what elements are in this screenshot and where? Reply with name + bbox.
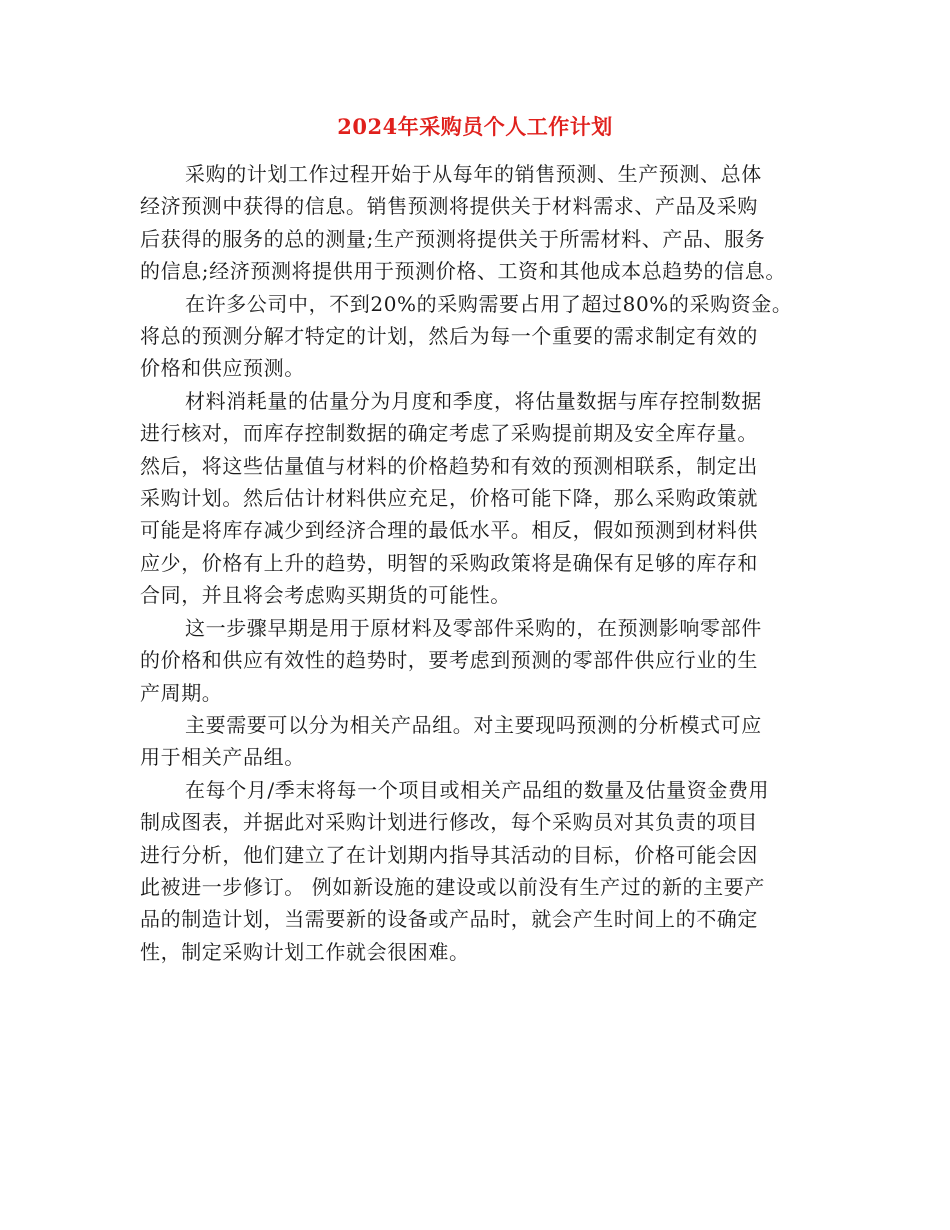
text-line: 进行核对，而库存控制数据的确定考虑了采购提前期及安全库存量。 (140, 421, 758, 446)
text-line: 采购的计划工作过程开始于从每年的销售预测、生产预测、总体 (185, 162, 762, 186)
text-line: 产周期。 (140, 680, 223, 705)
paragraph-1 (140, 158, 830, 288)
text-line: 进行分析，他们建立了在计划期内指导其活动的目标，价格可能会因 (140, 842, 758, 867)
text-line: 的信息;经济预测将提供用于预测价格、工资和其他成本总趋势的信息。 (140, 259, 786, 284)
text-line: 这一步骤早期是用于原材料及零部件采购的，在预测影响零部件 (185, 615, 762, 640)
text-line: 将总的预测分解才特定的计划，然后为每一个重要的需求制定有效的 (140, 324, 758, 349)
text-line: 性，制定采购计划工作就会很困难。 (140, 939, 470, 964)
text-line: 然后，将这些估量值与材料的价格趋势和有效的预测相联系，制定出 (140, 453, 758, 478)
text-line: 后获得的服务的总的测量;生产预测将提供关于所需材料、产品、服务 (140, 226, 766, 251)
text-line: 的价格和供应有效性的趋势时，要考虑到预测的零部件供应行业的生 (140, 648, 758, 673)
text-line: 经济预测中获得的信息。销售预测将提供关于材料需求、产品及采购 (140, 194, 758, 219)
text-line: 品的制造计划，当需要新的设备或产品时，就会产生时间上的不确定 (140, 907, 758, 932)
paragraph-4 (140, 612, 830, 709)
text-line: 此被进一步修订。 例如新设施的建设或以前没有生产过的新的主要产 (140, 874, 765, 899)
text-line: 在许多公司中，不到20%的采购需要占用了超过80%的采购资金。 (185, 291, 793, 316)
text-line: 应少，价格有上升的趋势，明智的采购政策将是确保有足够的库存和 (140, 550, 758, 575)
text-line: 合同，并且将会考虑购买期货的可能性。 (140, 583, 511, 608)
paragraph-3 (140, 385, 830, 612)
text-line: 在每个月/季末将每一个项目或相关产品组的数量及估量资金费用 (185, 777, 770, 802)
text-line: 材料消耗量的估量分为月度和季度，将估量数据与库存控制数据 (185, 388, 762, 413)
text-line: 价格和供应预测。 (140, 356, 305, 381)
document-title: 2024年采购员个人工作计划 (337, 114, 613, 139)
paragraph-6 (140, 774, 830, 968)
text-line: 可能是将库存减少到经济合理的最低水平。相反，假如预测到材料供 (140, 518, 758, 543)
document-body (140, 158, 830, 968)
text-line: 制成图表，并据此对采购计划进行修改，每个采购员对其负责的项目 (140, 810, 758, 835)
paragraph-2 (140, 288, 830, 385)
text-line: 采购计划。然后估计材料供应充足，价格可能下降，那么采购政策就 (140, 486, 758, 511)
paragraph-5 (140, 709, 830, 774)
text-line: 用于相关产品组。 (140, 745, 305, 770)
text-line: 主要需要可以分为相关产品组。对主要现吗预测的分析模式可应 (185, 712, 762, 737)
